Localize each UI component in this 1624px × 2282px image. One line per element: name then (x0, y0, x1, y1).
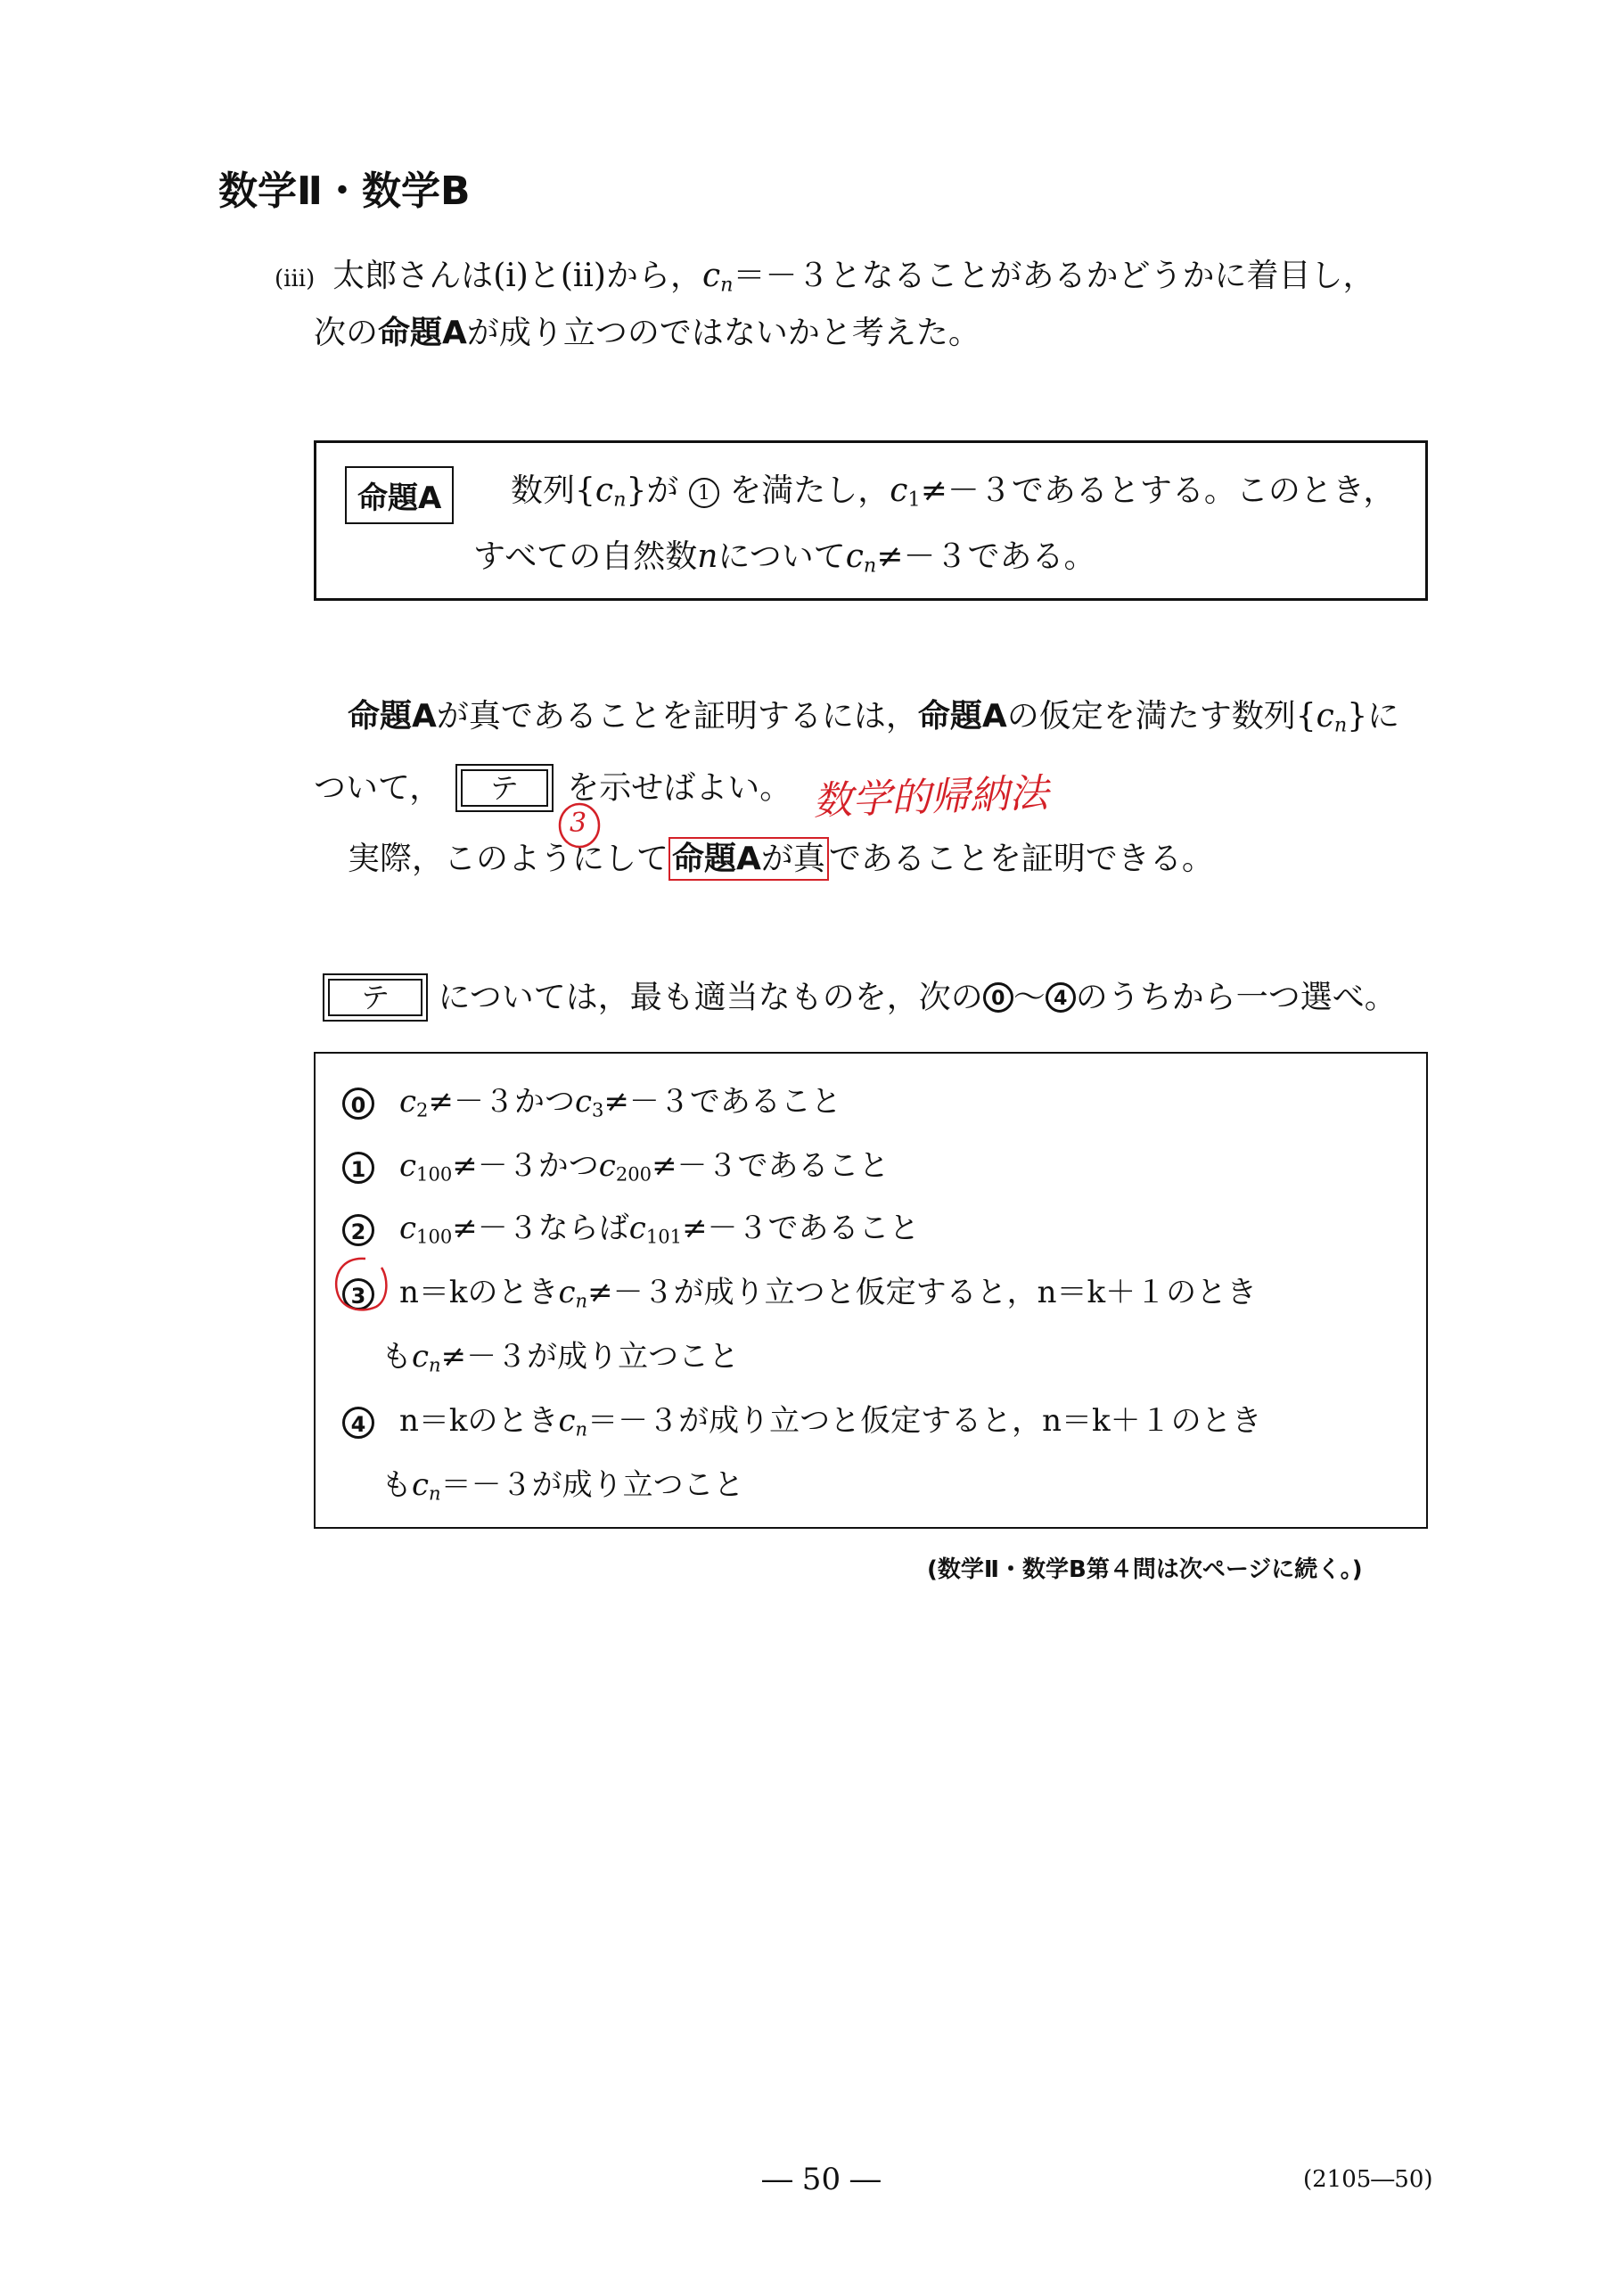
handwritten-selection-circle-icon (330, 1253, 394, 1317)
handwritten-3: 3 (570, 808, 587, 839)
continuation-note: (数学Ⅱ・数学B第４問は次ページに続く。) (927, 1556, 1363, 1583)
body-line-3: 実際，このようにして 命題Aが真 であることを証明できる。 (348, 840, 1214, 878)
circled-zero-icon: 0 (983, 982, 1013, 1013)
intro-label: (iii) (275, 266, 316, 292)
body-line-2: ついて， テ を示せばよい。 (314, 764, 791, 812)
proposition-tag: 命題A (345, 466, 454, 524)
choice-3[interactable]: 3 n＝kのときcn≠－３が成り立つと仮定すると，n＝k＋１のとき (342, 1268, 1257, 1311)
choice-2[interactable]: 2 $c_{100}\ne-3$ならば$c_{101}\ne-3$であること (342, 1203, 920, 1247)
circled-one-icon: 1 (689, 478, 719, 508)
intro-line-1: (iii) 太郎さんは(i)と(ii)から，cn＝－３となることがあるかどうかに着目し， (275, 258, 1375, 297)
choices-box (314, 1052, 1428, 1529)
body-line-1: 命題Aが真であることを証明するには，命題Aの仮定を満たす数列{cn}に (348, 698, 1400, 737)
answer-box-te-question[interactable]: テ (323, 973, 428, 1022)
proposition-line-2: すべての自然数nについてcn≠－３である。 (473, 538, 1096, 578)
intro-line-2: 次の命題Aが成り立つのではないかと考えた。 (314, 315, 980, 351)
choice-number-icon: 4 (342, 1407, 374, 1439)
page-code: (2105―50) (1303, 2166, 1433, 2193)
choice-4[interactable]: 4 n＝kのときcn＝－３が成り立つと仮定すると，n＝k＋１のとき (342, 1396, 1262, 1440)
choice-0[interactable]: 0 $c_2\ne-3$かつ$c_3\ne-3$であること (342, 1077, 841, 1120)
question-line: テ については，最も適当なものを，次の 0 ～ 4 のうちから一つ選べ。 (323, 973, 1397, 1022)
proposition-box (314, 440, 1428, 601)
choice-1[interactable]: 1 $c_{100}\ne-3$かつ$c_{200}\ne-3$であること (342, 1141, 890, 1185)
circled-four-icon: 4 (1046, 982, 1076, 1013)
section-title: 数学Ⅱ・数学B (218, 168, 471, 214)
handwritten-note: 数学的帰納法 (812, 770, 1049, 825)
choice-3-line-2: もcn≠－３が成り立つこと (381, 1339, 740, 1376)
choice-4-line-2: もcn＝－３が成り立つこと (381, 1467, 744, 1505)
page-number: ― 50 ― (762, 2162, 881, 2197)
choice-number-icon: 3 (342, 1278, 374, 1310)
proposition-line-1: 数列{cn}が 1 を満たし，$c_1\ne-3$であるとする。このとき， (511, 472, 1396, 512)
choice-number-icon: 0 (342, 1088, 374, 1120)
boxed-phrase: 命題Aが真 (668, 837, 829, 881)
answer-box-te[interactable]: テ (455, 764, 554, 812)
choice-number-icon: 2 (342, 1214, 374, 1246)
choice-number-icon: 1 (342, 1152, 374, 1184)
